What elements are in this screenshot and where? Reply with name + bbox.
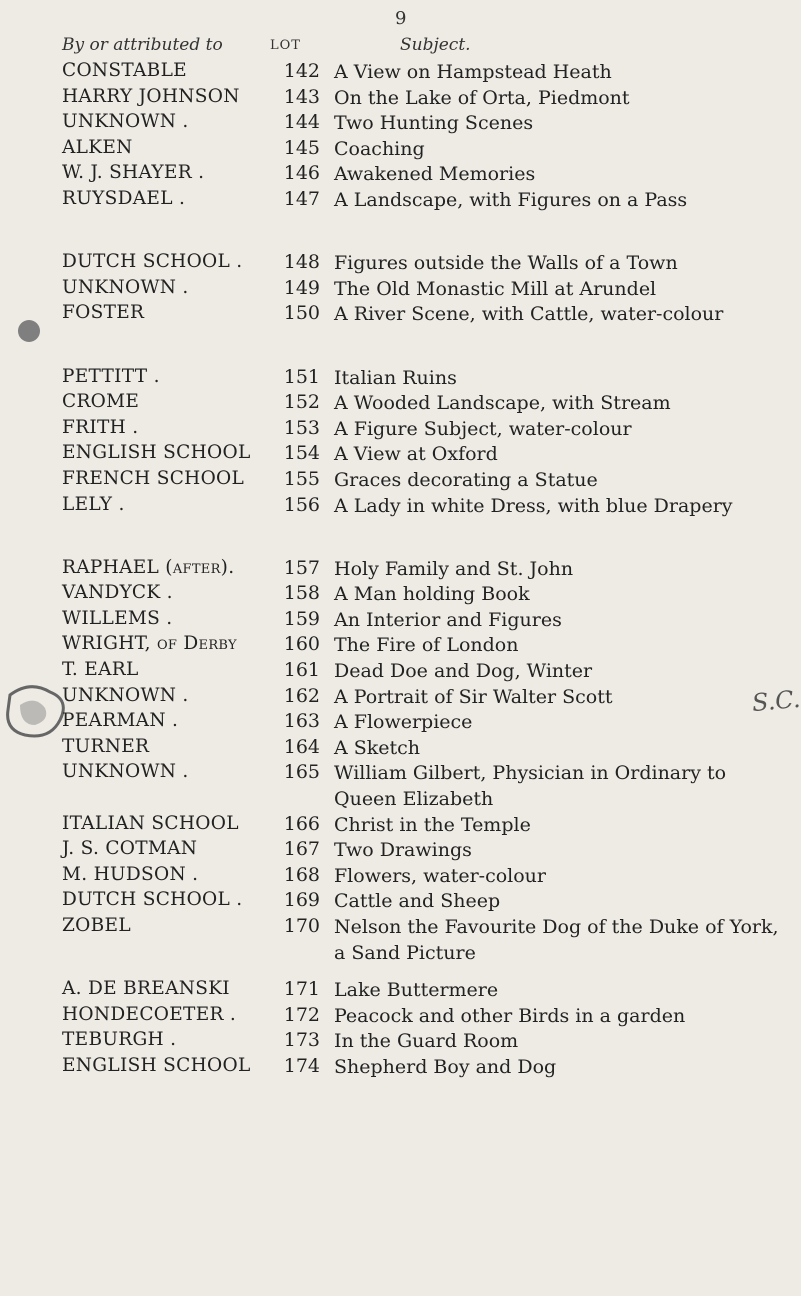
group-spacer: [0, 239, 801, 251]
lot-subject: A Figure Subject, water-colour: [334, 417, 632, 440]
lot-row: [0, 302, 801, 353]
lot-row: [0, 111, 801, 137]
lot-subject: A Sketch: [334, 736, 421, 759]
lot-number: 142: [283, 60, 320, 82]
artist-name: VANDYCK .: [62, 582, 173, 604]
artist-name: J. S. COTMAN: [62, 838, 198, 860]
artist-name: W. J. SHAYER .: [62, 162, 205, 184]
lot-subject: Awakened Memories: [334, 163, 536, 186]
group-spacer: [0, 966, 801, 978]
lot-number: 174: [283, 1054, 320, 1077]
lot-subject: Italian Ruins: [334, 366, 457, 389]
lot-number: 144: [283, 111, 320, 134]
lot-row: [0, 978, 801, 1004]
lot-row: [0, 366, 801, 392]
lot-subject: A Wooded Landscape, with Stream: [334, 392, 671, 415]
lot-row: [0, 864, 801, 890]
lot-row: [0, 685, 801, 711]
lot-row: [0, 889, 801, 915]
artist-name: ZOBEL: [62, 915, 131, 936]
lot-subject: Holy Family and St. John: [334, 557, 574, 580]
header-by: By or attributed to: [62, 35, 223, 55]
lot-number: 152: [283, 391, 320, 414]
lot-row: [0, 137, 801, 163]
lot-subject: On the Lake of Orta, Piedmont: [334, 86, 630, 109]
margin-annotation: S.C.: [750, 684, 801, 718]
lot-number: 159: [283, 607, 320, 630]
lot-subject: Two Drawings: [334, 839, 472, 862]
artist-name: CONSTABLE: [62, 60, 187, 81]
lot-row: [0, 582, 801, 608]
lot-subject: A Lady in white Dress, with blue Drapery: [334, 494, 733, 517]
lot-row: [0, 468, 801, 494]
artist-name: A. DE BREANSKI: [62, 978, 230, 1000]
lot-row: [0, 915, 801, 966]
lot-number: 165: [283, 761, 320, 784]
lot-number: 164: [283, 735, 320, 758]
lot-subject: The Old Monastic Mill at Arundel: [334, 277, 657, 300]
artist-name: WILLEMS .: [62, 607, 173, 629]
lot-row: [0, 710, 801, 736]
lot-number: 150: [283, 302, 320, 325]
lot-row: [0, 60, 801, 86]
lot-row: [0, 417, 801, 443]
artist-name: FRENCH SCHOOL: [62, 467, 245, 489]
lot-row: [0, 1004, 801, 1030]
artist-name: FRITH .: [62, 416, 139, 438]
lot-subject: Lake Buttermere: [334, 979, 499, 1002]
lot-row: [0, 1029, 801, 1055]
lot-subject: A Flowerpiece: [334, 711, 473, 734]
lot-subject: The Fire of London: [334, 634, 519, 657]
lot-subject: Two Hunting Scenes: [334, 112, 534, 135]
lot-row: [0, 608, 801, 634]
lot-number: 170: [283, 915, 320, 937]
lot-row: [0, 442, 801, 468]
lot-row: [0, 659, 801, 685]
artist-name: FOSTER: [62, 302, 145, 324]
lot-row: [0, 838, 801, 864]
lot-row: [0, 1055, 801, 1081]
lot-row: [0, 633, 801, 659]
lot-number: 146: [283, 162, 320, 185]
header-subject: Subject.: [400, 35, 471, 55]
lot-number: 145: [283, 136, 320, 159]
lot-number: 154: [283, 442, 320, 465]
lot-row: [0, 251, 801, 277]
artist-name: TEBURGH .: [62, 1029, 177, 1051]
lot-subject: A Portrait of Sir Walter Scott: [334, 685, 613, 708]
artist-name: T. EARL: [62, 659, 139, 681]
artist-name: UNKNOWN .: [62, 684, 189, 706]
lot-number: 167: [283, 838, 320, 861]
lot-subject: A View at Oxford: [334, 443, 498, 466]
artist-name: DUTCH SCHOOL .: [62, 251, 243, 273]
artist-name: TURNER: [62, 735, 150, 757]
artist-name: UNKNOWN .: [62, 111, 189, 133]
lot-subject: Cattle and Sheep: [334, 890, 501, 913]
artist-name: RAPHAEL (after).: [62, 556, 235, 578]
lot-subject: Figures outside the Walls of a Town: [334, 252, 678, 275]
lot-number: 171: [283, 978, 320, 1001]
artist-name: ALKEN: [62, 136, 133, 158]
lot-subject: Shepherd Boy and Dog: [334, 1055, 557, 1078]
lot-row: [0, 86, 801, 112]
lot-subject: In the Guard Room: [334, 1030, 519, 1053]
page-number: 9: [395, 8, 407, 29]
artist-name: HARRY JOHNSON: [62, 85, 240, 107]
group-spacer: [0, 545, 801, 557]
lot-row: [0, 391, 801, 417]
lot-number: 151: [283, 365, 320, 388]
lot-number: 160: [283, 633, 320, 656]
lot-subject: A View on Hampstead Heath: [334, 61, 612, 83]
artist-name: ENGLISH SCHOOL: [62, 1054, 251, 1076]
artist-name: ENGLISH SCHOOL: [62, 442, 251, 464]
group-spacer: [0, 354, 801, 366]
lot-number: 158: [283, 582, 320, 605]
artist-name: M. HUDSON .: [62, 863, 199, 885]
lot-number: 149: [283, 276, 320, 299]
lot-number: 166: [283, 812, 320, 835]
lot-number: 173: [283, 1029, 320, 1052]
lot-number: 161: [283, 659, 320, 682]
lot-number: 169: [283, 889, 320, 912]
lot-number: 168: [283, 863, 320, 886]
lot-row: [0, 162, 801, 188]
lot-subject: Coaching: [334, 137, 425, 160]
artist-name: LELY .: [62, 493, 125, 515]
lot-number: 143: [283, 85, 320, 108]
lot-number: 157: [283, 556, 320, 579]
lot-number: 172: [283, 1003, 320, 1026]
lot-subject: Nelson the Favourite Dog of the Duke of York, a Sand Picture: [334, 916, 779, 964]
lot-row: [0, 277, 801, 303]
lot-number: 155: [283, 467, 320, 490]
artist-name: RUYSDAEL .: [62, 187, 186, 209]
artist-name: CROME: [62, 391, 140, 413]
lot-subject: Peacock and other Birds in a garden: [334, 1004, 686, 1027]
lot-number: 162: [283, 684, 320, 707]
lot-subject: Dead Doe and Dog, Winter: [334, 660, 593, 683]
lot-subject: An Interior and Figures: [334, 608, 562, 631]
artist-name: UNKNOWN .: [62, 276, 189, 298]
lot-row: [0, 761, 801, 812]
lot-row: [0, 494, 801, 545]
lot-subject: Flowers, water-colour: [334, 864, 547, 887]
lot-subject: A River Scene, with Cattle, water-colour: [334, 303, 724, 326]
lot-list: [0, 60, 801, 1081]
lot-number: 153: [283, 416, 320, 439]
lot-row: [0, 557, 801, 583]
lot-row: [0, 188, 801, 239]
artist-name: HONDECOETER .: [62, 1003, 237, 1025]
lot-number: 147: [283, 187, 320, 210]
artist-name: WRIGHT, of Derby: [62, 633, 237, 655]
lot-number: 163: [283, 710, 320, 733]
lot-subject: William Gilbert, Physician in Ordinary to Queen Elizabeth: [334, 762, 727, 811]
artist-name: PETTITT .: [62, 365, 160, 387]
lot-number: 156: [283, 493, 320, 516]
lot-row: [0, 736, 801, 762]
header-lot: LOT: [270, 38, 301, 53]
lot-subject: Christ in the Temple: [334, 813, 531, 836]
artist-name: PEARMAN .: [62, 710, 179, 732]
lot-row: [0, 813, 801, 839]
lot-subject: Graces decorating a Statue: [334, 468, 598, 491]
lot-subject: A Man holding Book: [334, 583, 530, 606]
artist-name: ITALIAN SCHOOL: [62, 812, 239, 834]
lot-number: 148: [283, 251, 320, 274]
artist-name: DUTCH SCHOOL .: [62, 889, 243, 911]
artist-name: UNKNOWN .: [62, 761, 189, 783]
lot-subject: A Landscape, with Figures on a Pass: [334, 188, 688, 211]
